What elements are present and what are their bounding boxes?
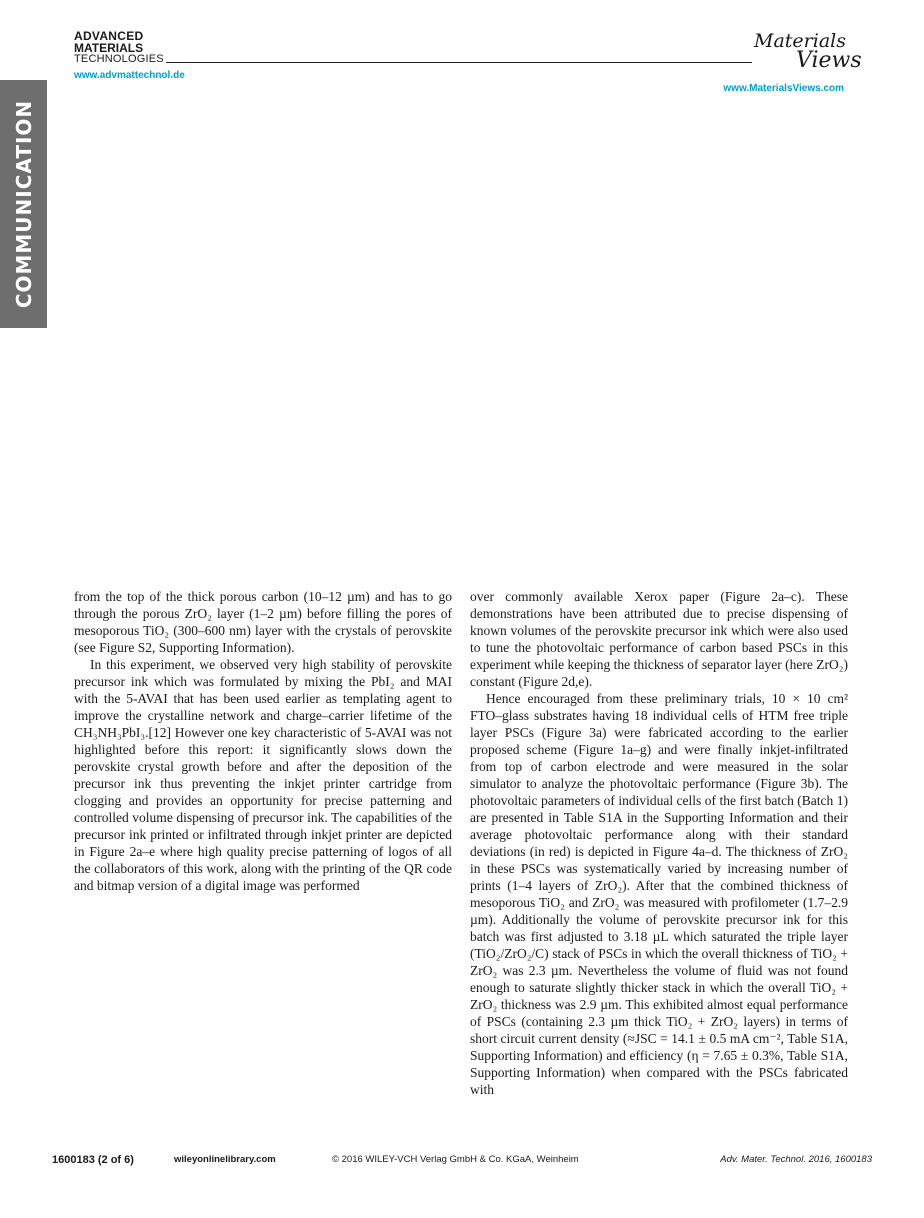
citation: Adv. Mater. Technol. 2016, 1600183 (720, 1154, 872, 1165)
text-column-left (74, 588, 452, 894)
paragraph: Hence encouraged from these preliminary trials, 10 × 10 cm² FTO–glass substrates having 18 individual cells of HTM free triple layer PSCs (Figure 3a) were fabricated according to the earlier proposed scheme (Figure 1a–g) and were finally inkjet-infiltrated from top of carbon electrode and were measured in the solar simulator to analyze the photovoltaic performance (Figure 3b). The photovoltaic parameters of individual cells of the first batch (Batch 1) are presented in Table S1A in the Supporting Information and their average photovoltaic performance along with their standard deviations (in red) is depicted in Figure 4a–d. The thickness of ZrO₂ in these PSCs was systematically varied by increasing number of prints (1–4 layers of ZrO₂). After that the combined thickness of mesoporous TiO₂ and ZrO₂ was measured with profilometer (1.7–2.9 µm). Additionally the volume of perovskite precursor ink for this batch was first adjusted to 3.18 µL which saturated the triple layer (TiO₂/ZrO₂/C) stack of PSCs in which the overall thickness of TiO₂ + ZrO₂ was 2.3 µm. Nevertheless the volume of fluid was not found enough to saturate slightly thicker stack in which the overall TiO₂ + ZrO₂ thickness was 2.9 µm. This exhibited almost equal performance of PSCs (containing 2.3 µm thick TiO₂ + ZrO₂ layers) in terms of short circuit current density (≈JSC = 14.1 ± 0.5 mA cm⁻², Table S1A, Supporting Information) and efficiency (η = 7.65 ± 0.3%, Table S1A, Supporting Information) when compared with the PSCs fabricated with (470, 691, 848, 1097)
paragraph: over commonly available Xerox paper (Figure 2a–c). These demonstrations have been attributed due to precise dispensing of known volumes of the perovskite precursor ink which were also used to tune the photovoltaic performance of carbon based PSCs in this experiment while keeping the thickness of separator layer (here ZrO₂) constant (Figure 2d,e). (470, 589, 848, 689)
page-footer (52, 1154, 872, 1170)
journal-logo-line2: MATERIALS (74, 41, 144, 55)
journal-url-link[interactable]: www.advmattechnol.de (74, 70, 185, 81)
journal-logo-line3: TECHNOLOGIES (74, 53, 164, 65)
paragraph: In this experiment, we observed very high stability of perovskite precursor ink which was formulated by mixing the PbI₂ and MAI with the 5-AVAI that has been used earlier as templating agent to improve the crystalline network and charge–carrier lifetime of the CH₃NH₃PbI₃.[12] However one key characteristic of 5-AVAI was not highlighted before this report: it significantly slows down the perovskite crystal growth before and after the deposition of the precursor ink thus preventing the inkjet printer cartridge from clogging and provides an opportunity for precise patterning and controlled volume dispensing of precursor ink. The capabilities of the precursor ink printed or infiltrated through inkjet printer are depicted in Figure 2a–e where high quality precise patterning of logos of all the collaborators of this work, along with the printing of the QR code and bitmap version of a digital image was performed (74, 657, 452, 893)
page-number: 1600183 (2 of 6) (52, 1154, 134, 1166)
journal-logo-line1: ADVANCED (74, 29, 144, 43)
section-label: COMMUNICATION (11, 99, 36, 309)
copyright: © 2016 WILEY-VCH Verlag GmbH & Co. KGaA, Weinheim (332, 1154, 579, 1165)
mv-logo-word1: Materials (754, 30, 846, 52)
mv-logo-word2: Views (796, 48, 862, 73)
footer-site-link[interactable]: wileyonlinelibrary.com (174, 1154, 276, 1165)
section-side-tab (0, 80, 47, 328)
journal-logo (74, 30, 164, 65)
header-rule (166, 62, 752, 63)
text-column-right (470, 588, 848, 1098)
materials-views-url-link[interactable]: www.MaterialsViews.com (723, 83, 844, 94)
paragraph: from the top of the thick porous carbon (10–12 µm) and has to go through the porous ZrO₂ layer (1–2 µm) before filling the pores of mesoporous TiO₂ (300–600 nm) layer with the crystals of perovskite (see Figure S2, Supporting Information). (74, 589, 452, 655)
